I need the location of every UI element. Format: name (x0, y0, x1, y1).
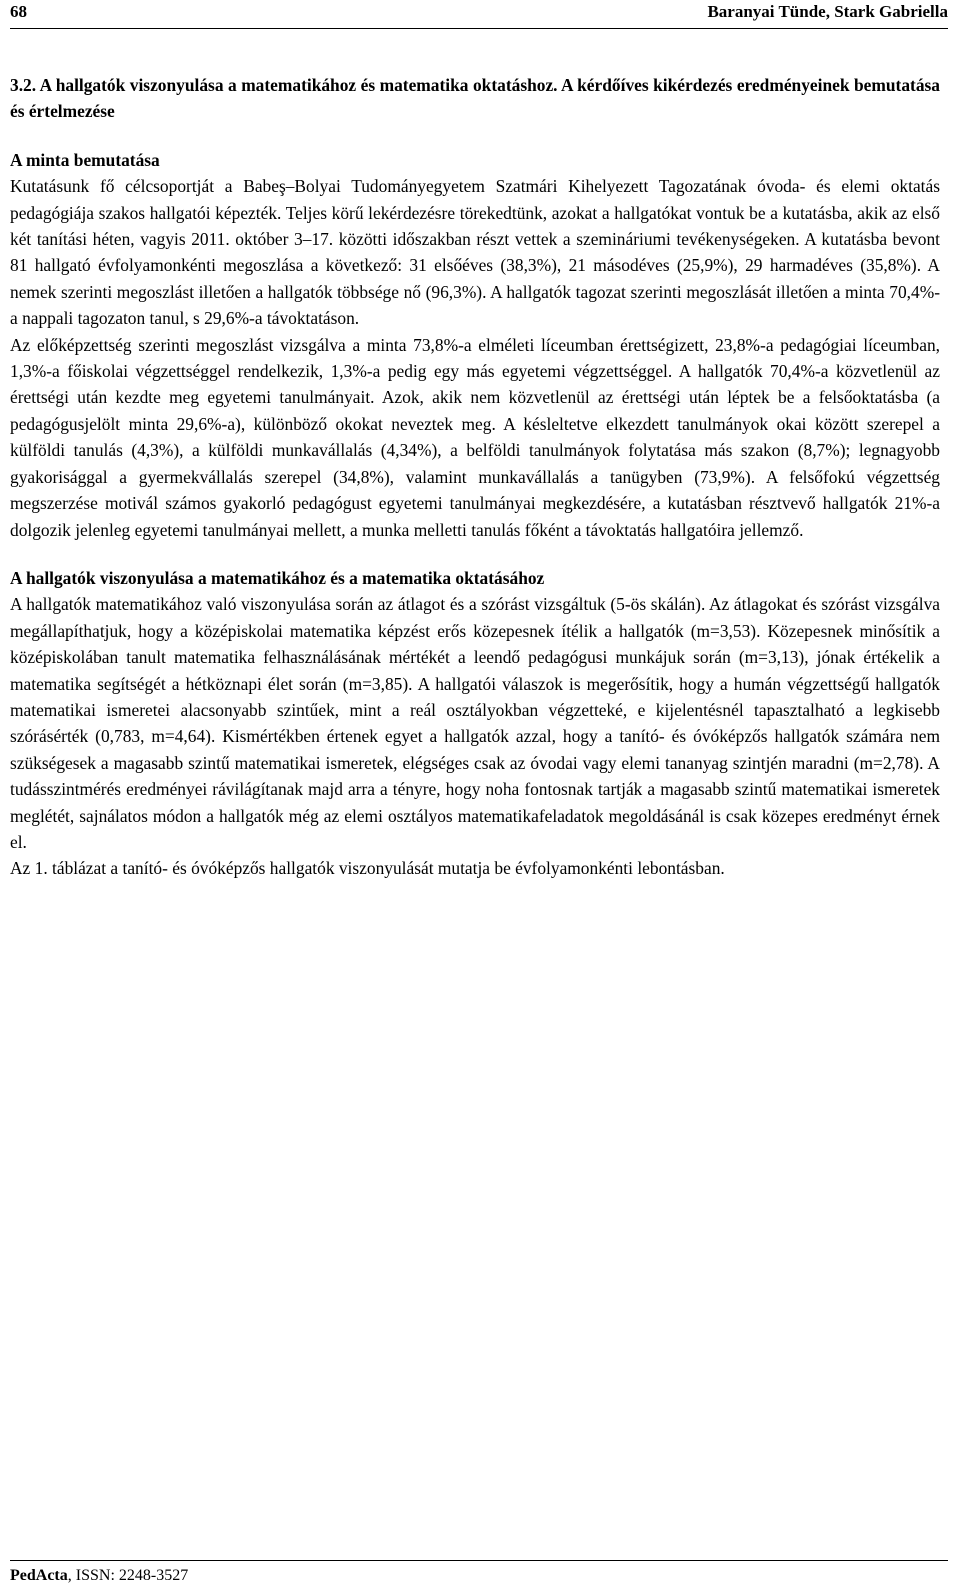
running-head: Baranyai Tünde, Stark Gabriella (707, 2, 948, 21)
subheading-attitude: A hallgatók viszonyulása a matematikához és a matematika oktatásához (10, 567, 545, 588)
footer-citation (10, 1567, 188, 1585)
paragraph-attitude-2: Az 1. táblázat a tanító- és óvóképzős hallgatók viszonyulását mutatja be évfolyamonkénti lebontásban. (10, 858, 725, 879)
page-footer (10, 1560, 948, 1591)
page-header (10, 0, 948, 29)
article-body (10, 72, 940, 882)
page-number: 68 (10, 2, 27, 21)
paragraph-sample-1: Kutatásunk fő célcsoportját a Babeş–Bolyai Tudományegyetem Szatmári Kihelyezett Tagozatának óvoda- és elemi oktatás pedagógiája szakos hallgatói képezték. Teljes körű lekérdezésre törekedtünk, azokat a hallgatókat vontuk be a kutatásba, akik az első két tanítási héten, vagyis 2011. október 3–17. közötti időszakban részt vettek a szemináriumi tevékenységeken. A kutatásba bevont 81 hallgató évfolyamonkénti megoszlása a következő: 31 elsőéves (38,3%), 21 másodéves (25,9%), 29 harmadéves (35,8%). A nemek szerinti megoszlást illetően a hallgatók többsége nő (96,3%). A hallgatók tagozat szerinti megoszlását illetően a minta 70,4%-a nappali tagozaton tanul, s 29,6%-a távoktatáson. (10, 176, 940, 329)
paragraph-attitude-1: A hallgatók matematikához való viszonyulása során az átlagot és a szórást vizsgáltuk (5-ös skálán). Az átlagokat és szórást vizsgálva megállapíthatjuk, hogy a középiskolai matematika képzést erős közepesnek ítélik a hallgatók (m=3,53). Közepesnek minősítik a középiskolában tanult matematika felhasználásának mértékét a leendő pedagógusi munkájuk során (m=3,13), jónak értékelik a matematika segítségét a hétköznapi élet során (m=3,85). A hallgatói válaszok is megerősítik, hogy a humán végzettségű hallgatók matematikai ismeretei alacsonyabb szintűek, mint a reál osztályokban végzetteké, e kijelentésnél tapasztalható a legkisebb szórásérték (0,783, m=4,64). Kismértékben értenek egyet a hallgatók azzal, hogy a tanító- és óvóképzős hallgatók számára nem szükségesek a magasabb szintű matematikai ismeretek, elégséges csak az óvodai vagy elemi tananyag szintjén maradni (m=2,78). A tudásszintmérés eredményei rávilágítanak majd arra a tényre, hogy noha fontosnak tartják a magasabb szintű matematikai ismeretek meglétét, sajnálatos módon a hallgatók még az elemi osztályos matematikafeladatok megoldásánál is csak közepes eredményt érnek el. (10, 594, 940, 852)
subheading-sample: A minta bemutatása (10, 149, 160, 170)
paragraph-sample-2: Az előképzettség szerinti megoszlást vizsgálva a minta 73,8%-a elméleti líceumban érettségizett, 23,8%-a pedagógiai líceumban, 1,3%-a főiskolai végzettséggel rendelkezik, 1,3%-a pedig egy más egyetemi végzettséggel. A hallgatók 70,4%-a közvetlenül az érettségi után kezdte meg egyetemi tanulmányait. Azok, akik nem közvetlenül az érettségi után léptek be a felsőoktatásba (a pedagógusjelölt minta 29,6%-a), különböző okokat neveztek meg. A késleltetve elkezdett tanulmányok okai között szerepel a külföldi tanulás (4,3%), a külföldi munkavállalás (4,34%), a belföldi tanulmányok folytatása más szakon (8,7%); legnagyobb gyakorisággal a gyermekvállalás szerepel (34,8%), valamint munkavállalás a tanügyben (73,9%). A felsőfokú végzettség megszerzése motivál számos gyakorló pedagógust egyetemi tanulmányai megkezdésére, a kutatásban résztvevő hallgatók 21%-a dolgozik jelenleg egyetemi tanulmányai mellett, a munka melletti tanulás főként a távoktatás hallgatóira jellemző. (10, 334, 940, 540)
journal-issn: , ISSN: 2248-3527 (67, 1567, 189, 1584)
journal-name: PedActa (10, 1567, 68, 1584)
section-title: 3.2. A hallgatók viszonyulása a matematikához és matematika oktatáshoz. A kérdőíves kikérdezés eredményeinek bemutatása és értelmezése (10, 75, 940, 122)
